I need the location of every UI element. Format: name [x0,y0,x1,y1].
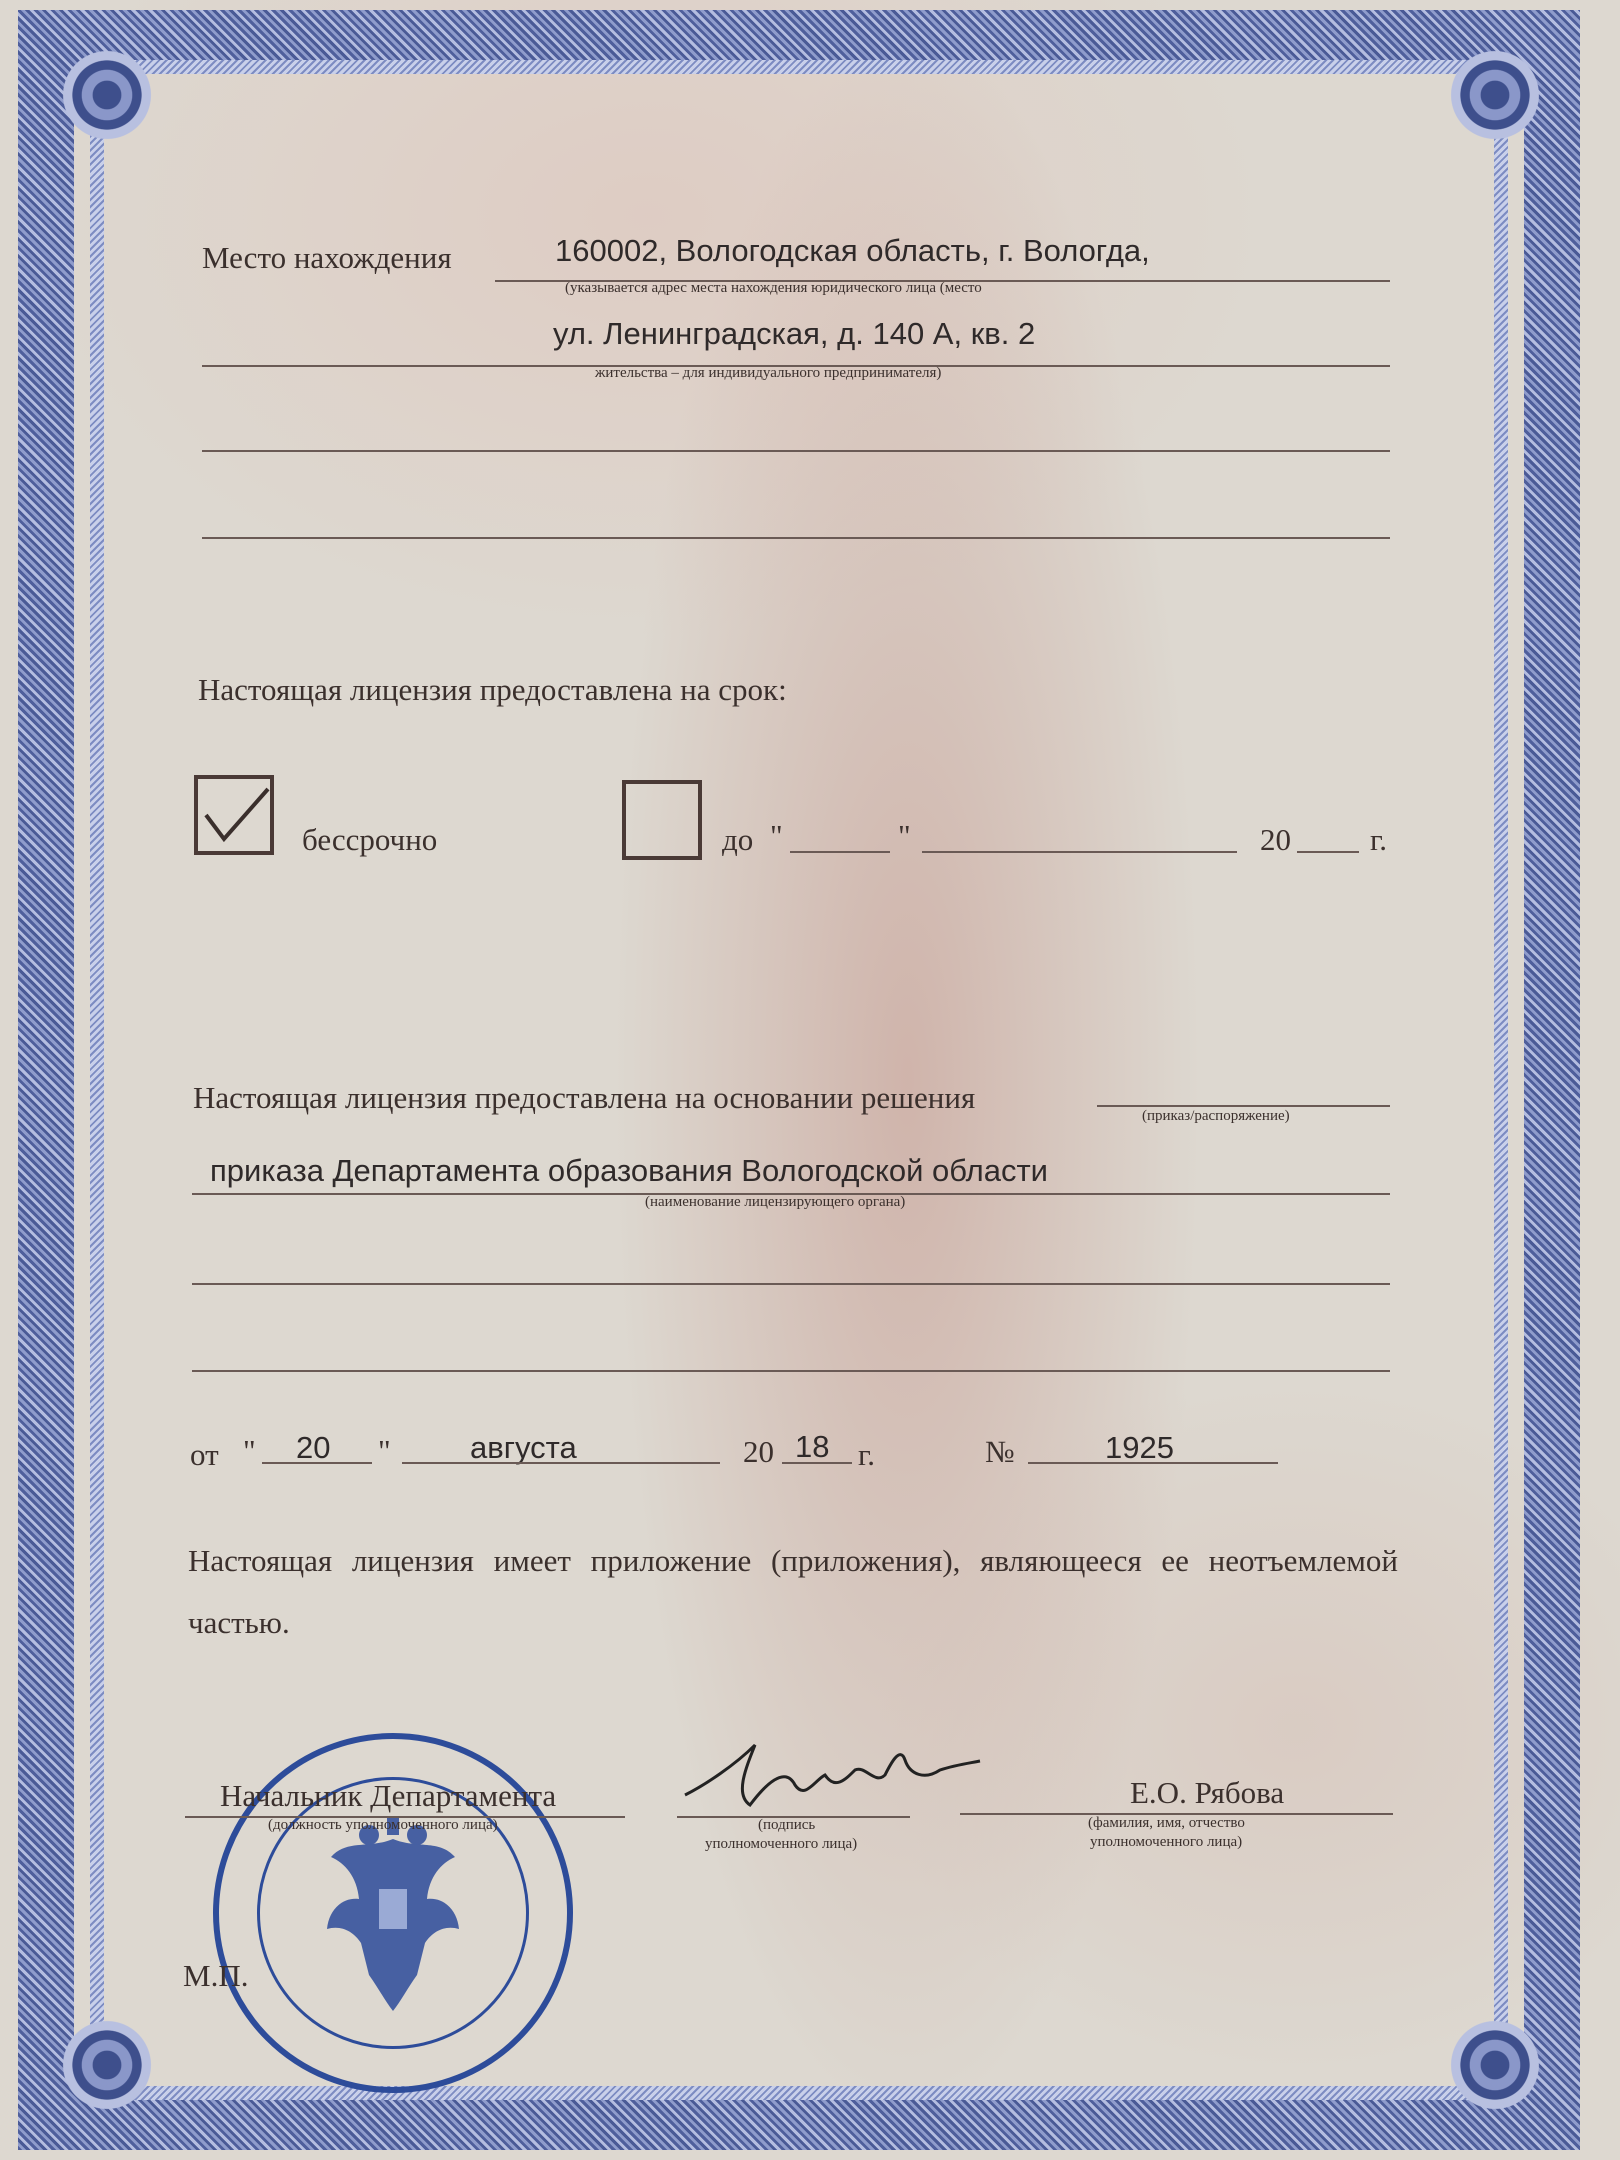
unlimited-checkbox[interactable] [194,775,274,855]
basis-authority: приказа Департамента образования Вологодской области [210,1153,1048,1188]
unlimited-label: бессрочно [302,822,438,857]
address-hint-1: (указывается адрес места нахождения юридического лица (место [565,280,982,296]
until-quote-open: " [770,818,783,853]
basis-line-3 [192,1370,1390,1372]
basis-type-hint: (приказ/распоряжение) [1142,1108,1290,1124]
basis-authority-hint: (наименование лицензирующего органа) [645,1194,906,1210]
date-day-line [262,1462,372,1464]
name-hint-2: уполномоченного лица) [1090,1834,1243,1850]
corner-ornament [1440,2010,1550,2120]
address-line-4 [202,537,1390,539]
date-year-line [782,1462,852,1464]
until-year-prefix: 20 [1260,822,1291,857]
basis-heading: Настоящая лицензия предоставлена на основании решения [193,1080,976,1115]
term-heading: Настоящая лицензия предоставлена на срок: [198,672,787,707]
until-checkbox[interactable] [622,780,702,860]
corner-ornament [52,40,162,150]
address-hint-2: жительства – для индивидуального предпринимателя) [595,365,942,381]
address-value-2: ул. Ленинградская, д. 140 А, кв. 2 [553,316,1036,351]
until-quote-close: " [898,818,911,853]
date-quote-close: " [378,1433,391,1468]
address-value-1: 160002, Вологодская область, г. Вологда, [555,233,1150,268]
until-year-line[interactable] [1297,851,1359,853]
until-label: до [722,822,754,857]
license-number: 1925 [1105,1430,1174,1465]
date-year-prefix: 20 [743,1434,774,1469]
signature-hint-2: уполномоченного лица) [705,1836,858,1852]
signer-position: Начальник Департамента [220,1778,557,1813]
seal-inner-text [234,1711,355,1727]
stamp-place: М.П. [183,1958,249,1993]
date-prefix: от [190,1437,219,1472]
until-day-line[interactable] [790,851,890,853]
date-year-suffix: 18 [795,1429,830,1464]
date-month-line [402,1462,720,1464]
until-month-line[interactable] [922,851,1237,853]
appendix-text: Настоящая лицензия имеет приложение (приложения), являющееся ее неотъемлемой частью. [188,1543,1398,1640]
number-sign: № [985,1434,1015,1469]
signature-hint-1: (подпись [758,1817,816,1833]
until-year-suffix: г. [1370,822,1387,857]
date-day: 20 [296,1430,331,1465]
basis-type-line [1097,1105,1390,1107]
handwritten-signature [675,1725,985,1820]
address-label: Место нахождения [202,240,452,275]
date-quote-open: " [243,1433,256,1468]
signer-name: Е.О. Рябова [1130,1775,1285,1810]
basis-line-2 [192,1283,1390,1285]
address-line-3 [202,450,1390,452]
name-hint-1: (фамилия, имя, отчество [1088,1815,1245,1831]
date-month: августа [470,1430,577,1465]
position-hint: (должность уполномоченного лица) [268,1817,498,1833]
corner-ornament [1440,40,1550,150]
corner-ornament [52,2010,162,2120]
checkmark-icon [202,785,272,845]
date-year-unit: г. [858,1437,875,1472]
license-number-line [1028,1462,1278,1464]
